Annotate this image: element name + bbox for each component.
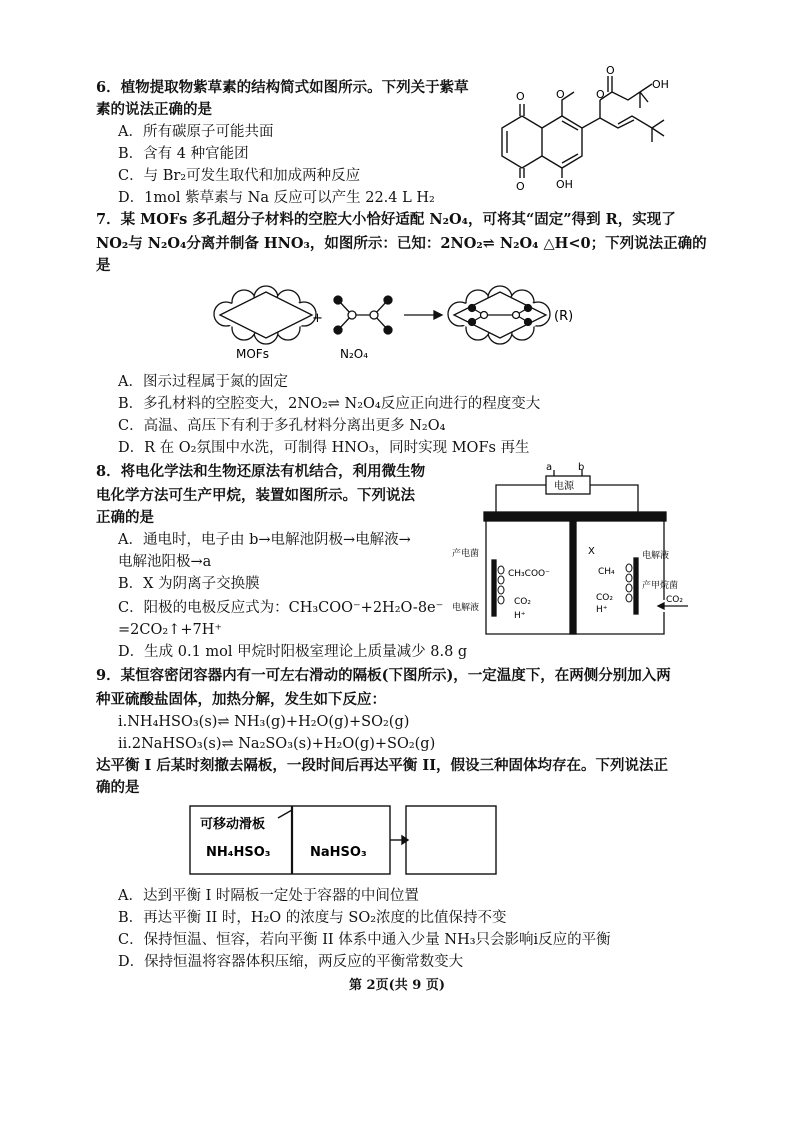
page-footer: 第 2页(共 9 页) [349,978,445,993]
q9-stem: 9．某恒容密闭容器内有一可左右滑动的隔板(下图所示)，一定温度下，在两侧分别加入两 [96,667,671,684]
left-electrolyte-label: 电解液 [452,603,480,613]
mofs-figure [206,284,586,364]
q7-option-d: D．R 在 O₂氛围中水洗，可制得 HNO₃，同时实现 MOFs 再生 [118,440,530,456]
right-electrolyte-label: 电解液 [642,551,670,561]
q9-option-b: B．再达平衡 II 时，H₂O 的浓度与 SO₂浓度的比值保持不变 [118,910,507,926]
ch4-label: CH₄ [598,567,615,577]
carbonyl-o-bottom: O [516,180,525,193]
q8-option-a-cont: 电解池阳极→a [118,554,212,570]
terminal-b: b [578,462,585,473]
mofs-cloud [214,286,316,344]
q9-reaction-ii: ii.2NaHSO₃(s)⇌ Na₂SO₃(s)+H₂O(g)+SO₂(g) [118,736,436,752]
q9-stem-more: 达平衡 I 后某时刻撤去隔板，一段时间后再达平衡 II，假设三种固体均存在。下列说法正 [96,757,668,774]
q9-option-d: D．保持恒温将容器体积压缩，两反应的平衡常数变大 [118,954,464,970]
q6-option-d: D．1mol 紫草素与 Na 反应可以产生 22.4 L H₂ [118,190,435,206]
q8-option-c-cont: =2CO₂↑+7H⁺ [118,622,222,638]
container-result [406,806,496,874]
q7-option-c: C．高温、高压下有利于多孔材料分离出更多 N₂O₄ [118,418,446,434]
nh4hso3-label: NH₄HSO₃ [206,845,271,860]
oh-top-label: OH [652,78,669,91]
q7-stem-cont: NO₂与 N₂O₄分离并制备 HNO₃，如图所示：已知：2NO₂⇌ N₂O₄ △H<0；下列说法正确的 [96,235,707,252]
q7-stem: 7．某 MOFs 多孔超分子材料的空腔大小恰好适配 N₂O₄，可将其“固定”得到 R，实现了 [96,211,676,228]
n2o4-molecule [334,296,392,334]
q7-option-a: A．图示过程属于氮的固定 [118,374,288,390]
left-bacteria-label: 产电菌 [452,549,480,559]
q9-stem-cont: 种亚硫酸盐固体，加热分解，发生如下反应： [96,691,386,708]
co2-inlet-label: CO₂ [666,595,683,605]
electrolysis-figure [448,462,683,642]
methanogen-label: 产甲烷菌 [642,581,679,591]
nahso3-label: NaHSO₃ [310,845,367,860]
ester-carbonyl-o: O [606,64,615,77]
q8-stem-cont: 电化学方法可生产甲烷，装置如图所示。下列说法 [96,487,415,504]
r-label: (R) [554,309,574,324]
carbonyl-o-top: O [516,90,525,103]
n2o4-label: N₂O₄ [340,347,369,361]
q8-stem-end: 正确的是 [96,509,154,526]
slider-label: 可移动滑板 [200,817,266,832]
plus-sign: + [312,311,323,326]
q6-option-a: A．所有碳原子可能共面 [118,124,274,140]
oh-bottom-label: OH [556,178,573,191]
co2-right-label: CO₂ [596,593,613,603]
h-left-label: H⁺ [514,611,526,621]
mofs-label: MOFs [236,347,269,361]
q9-option-a: A．达到平衡 I 时隔板一定处于容器的中间位置 [118,888,419,904]
h-right-label: H⁺ [596,605,608,615]
q7-stem-end: 是 [96,257,111,274]
q7-option-b: B．多孔材料的空腔变大，2NO₂⇌ N₂O₄反应正向进行的程度变大 [118,396,541,412]
q8-option-c: C．阳极的电极反应式为：CH₃COO⁻+2H₂O-8e⁻ [118,600,444,616]
co2-left-label: CO₂ [514,597,531,607]
q9-reaction-i: i.NH₄HSO₃(s)⇌ NH₃(g)+H₂O(g)+SO₂(g) [118,714,410,730]
acetate-label: CH₃COO⁻ [508,569,550,579]
q6-stem-cont: 素的说法正确的是 [96,101,212,118]
r-complex [448,286,550,344]
q8-option-a: A．通电时，电子由 b→电解池阴极→电解液→ [118,532,411,548]
q6-option-b: B．含有 4 种官能团 [118,146,249,162]
membrane-x [570,521,576,634]
terminal-a: a [546,462,553,473]
q6-stem: 6．植物提取物紫草素的结构简式如图所示。下列关于紫草 [96,79,469,96]
power-label: 电源 [554,481,574,492]
q8-stem: 8．将电化学法和生物还原法有机结合，利用微生物 [96,463,426,480]
membrane-label: X [588,546,595,557]
container-figure [188,804,498,884]
q8-option-d: D．生成 0.1 mol 甲烷时阳极室理论上质量减少 8.8 g [118,644,468,660]
q9-option-c: C．保持恒温、恒容，若向平衡 II 体系中通入少量 NH₃只会影响i反应的平衡 [118,932,611,948]
methoxy-o-label: O [556,88,565,101]
q9-stem-end: 确的是 [96,779,140,796]
shikonin-structure [492,64,682,204]
q6-option-c: C．与 Br₂可发生取代和加成两种反应 [118,168,361,184]
q8-option-b: B．X 为阴离子交换膜 [118,576,260,592]
ester-o-label: O [596,88,605,101]
container-lid [484,512,666,521]
